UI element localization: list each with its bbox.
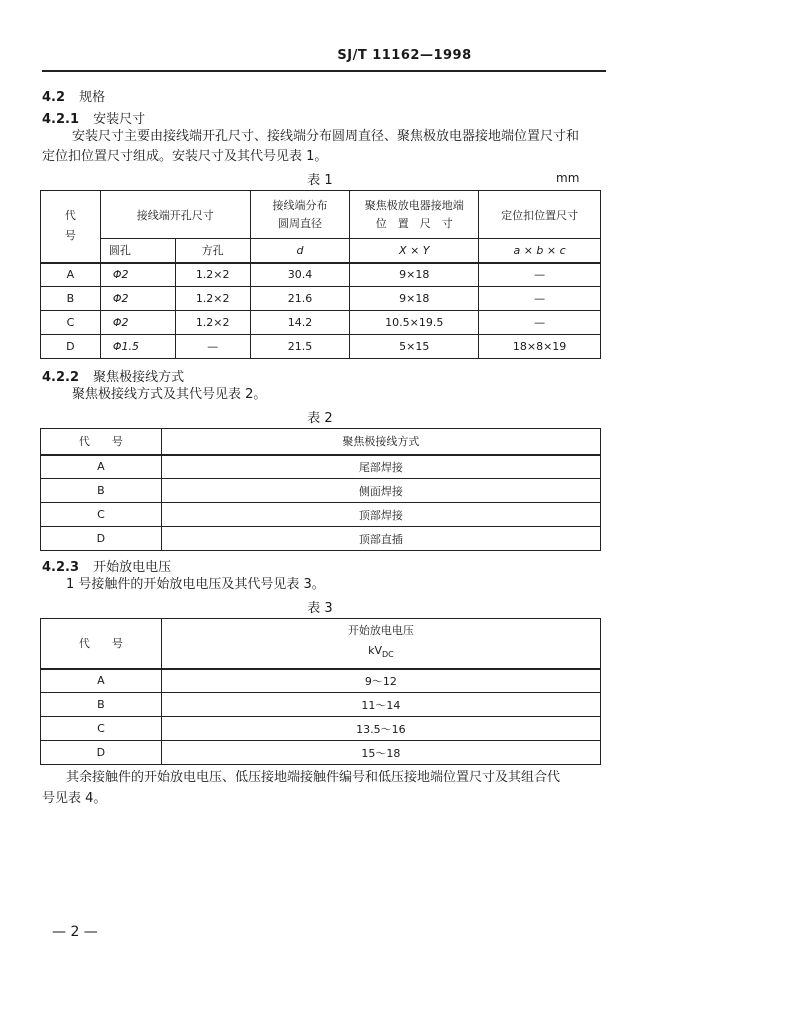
table-1 bbox=[40, 190, 601, 359]
cell-mode: 顶部焊接 bbox=[161, 503, 600, 527]
paragraph-line: 号见表 4。 bbox=[42, 791, 107, 806]
cell-abc: 18×8×19 bbox=[479, 335, 601, 359]
cell-xy: 10.5×19.5 bbox=[350, 311, 479, 335]
unit-main: kV bbox=[368, 644, 382, 658]
cell-voltage: 13.5～16 bbox=[161, 717, 600, 741]
table-row bbox=[41, 455, 601, 479]
col-header-hole-size: 接线端开孔尺寸 bbox=[100, 191, 250, 239]
subheader-xy: X × Y bbox=[350, 239, 479, 263]
cell-abc: — bbox=[479, 287, 601, 311]
cell-code: D bbox=[41, 527, 162, 551]
cell-xy: 9×18 bbox=[350, 287, 479, 311]
cell-square: 1.2×2 bbox=[175, 311, 250, 335]
table-row bbox=[41, 503, 601, 527]
table-row bbox=[41, 693, 601, 717]
cell-xy: 9×18 bbox=[350, 263, 479, 287]
table-2 bbox=[40, 428, 601, 551]
table-row bbox=[41, 287, 601, 311]
cell-voltage: 11～14 bbox=[161, 693, 600, 717]
cell-d: 30.4 bbox=[250, 263, 350, 287]
section-title: 规格 bbox=[79, 90, 106, 105]
section-number: 4.2.1 bbox=[42, 112, 80, 127]
section-4-2-3-heading bbox=[42, 556, 171, 575]
cell-code: B bbox=[41, 287, 101, 311]
subheader-square-hole: 方孔 bbox=[175, 239, 250, 263]
cell-code: A bbox=[41, 263, 101, 287]
section-title: 安装尺寸 bbox=[93, 112, 146, 127]
subheader-abc: a × b × c bbox=[479, 239, 601, 263]
section-title: 开始放电电压 bbox=[93, 560, 172, 575]
cell-xy: 5×15 bbox=[350, 335, 479, 359]
voltage-header-label: 开始放电电压 bbox=[347, 624, 414, 638]
cell-round: Φ2 bbox=[100, 287, 175, 311]
cell-voltage: 15～18 bbox=[161, 741, 600, 765]
table-row bbox=[41, 335, 601, 359]
unit-subscript: DC bbox=[381, 650, 394, 660]
cell-code: A bbox=[41, 669, 162, 693]
document-code: SJ/T 11162—1998 bbox=[337, 48, 472, 63]
section-4-2-1-heading bbox=[42, 108, 145, 127]
cell-square: 1.2×2 bbox=[175, 263, 250, 287]
paragraph-line: 1 号接触件的开始放电电压及其代号见表 3。 bbox=[66, 577, 325, 592]
cell-code: B bbox=[41, 693, 162, 717]
table-row bbox=[41, 717, 601, 741]
table-2-caption: 表 2 bbox=[307, 411, 333, 426]
col-header-code: 代 号 bbox=[41, 619, 162, 669]
page-number: — 2 — bbox=[52, 924, 98, 940]
paragraph-line: 定位扣位置尺寸组成。安装尺寸及其代号见表 1。 bbox=[42, 149, 328, 164]
cell-code: B bbox=[41, 479, 162, 503]
cell-round: Φ2 bbox=[100, 311, 175, 335]
cell-code: A bbox=[41, 455, 162, 479]
section-4-2-2-heading bbox=[42, 366, 184, 385]
cell-code: C bbox=[41, 503, 162, 527]
cell-round: Φ2 bbox=[100, 263, 175, 287]
table-row bbox=[41, 741, 601, 765]
voltage-header-unit bbox=[162, 641, 600, 665]
section-number: 4.2.2 bbox=[42, 370, 80, 385]
paragraph-line: 安装尺寸主要由接线端开孔尺寸、接线端分布圆周直径、聚焦极放电器接地端位置尺寸和 bbox=[72, 129, 580, 144]
col-header-ground-position: 聚焦极放电器接地端 位 置 尺 寸 bbox=[350, 191, 479, 239]
table-1-caption: 表 1 bbox=[307, 173, 333, 188]
col-header-locator-position: 定位扣位置尺寸 bbox=[479, 191, 601, 239]
cell-voltage: 9～12 bbox=[161, 669, 600, 693]
table-row bbox=[41, 527, 601, 551]
cell-square: 1.2×2 bbox=[175, 287, 250, 311]
cell-d: 21.6 bbox=[250, 287, 350, 311]
col-header-circle-diameter: 接线端分布 圆周直径 bbox=[250, 191, 350, 239]
cell-code: C bbox=[41, 311, 101, 335]
subheader-d: d bbox=[250, 239, 350, 263]
cell-square: — bbox=[175, 335, 250, 359]
table-row bbox=[41, 263, 601, 287]
cell-d: 14.2 bbox=[250, 311, 350, 335]
cell-code: D bbox=[41, 335, 101, 359]
table-1-unit: mm bbox=[556, 171, 580, 185]
section-number: 4.2 bbox=[42, 90, 66, 105]
table-row bbox=[41, 669, 601, 693]
col-header-connection-mode: 聚焦极接线方式 bbox=[161, 429, 600, 455]
table-row bbox=[41, 311, 601, 335]
cell-mode: 尾部焊接 bbox=[161, 455, 600, 479]
cell-mode: 顶部直插 bbox=[161, 527, 600, 551]
col-header-voltage bbox=[161, 619, 600, 669]
cell-code: D bbox=[41, 741, 162, 765]
paragraph-line: 聚焦极接线方式及其代号见表 2。 bbox=[72, 387, 267, 402]
table-row bbox=[41, 479, 601, 503]
cell-code: C bbox=[41, 717, 162, 741]
cell-mode: 侧面焊接 bbox=[161, 479, 600, 503]
cell-d: 21.5 bbox=[250, 335, 350, 359]
col-header-code: 代 号 bbox=[41, 429, 162, 455]
section-number: 4.2.3 bbox=[42, 560, 80, 575]
paragraph-line: 其余接触件的开始放电电压、低压接地端接触件编号和低压接地端位置尺寸及其组合代 bbox=[66, 770, 561, 785]
cell-abc: — bbox=[479, 311, 601, 335]
subheader-round-hole: 圆孔 bbox=[100, 239, 175, 263]
section-title: 聚焦极接线方式 bbox=[93, 370, 185, 385]
table-3-caption: 表 3 bbox=[307, 601, 333, 616]
section-4-2-heading bbox=[42, 86, 105, 105]
cell-abc: — bbox=[479, 263, 601, 287]
header-rule bbox=[42, 70, 606, 72]
cell-round: Φ1.5 bbox=[100, 335, 175, 359]
table-3 bbox=[40, 618, 601, 765]
col-header-code: 代 号 bbox=[41, 191, 101, 263]
